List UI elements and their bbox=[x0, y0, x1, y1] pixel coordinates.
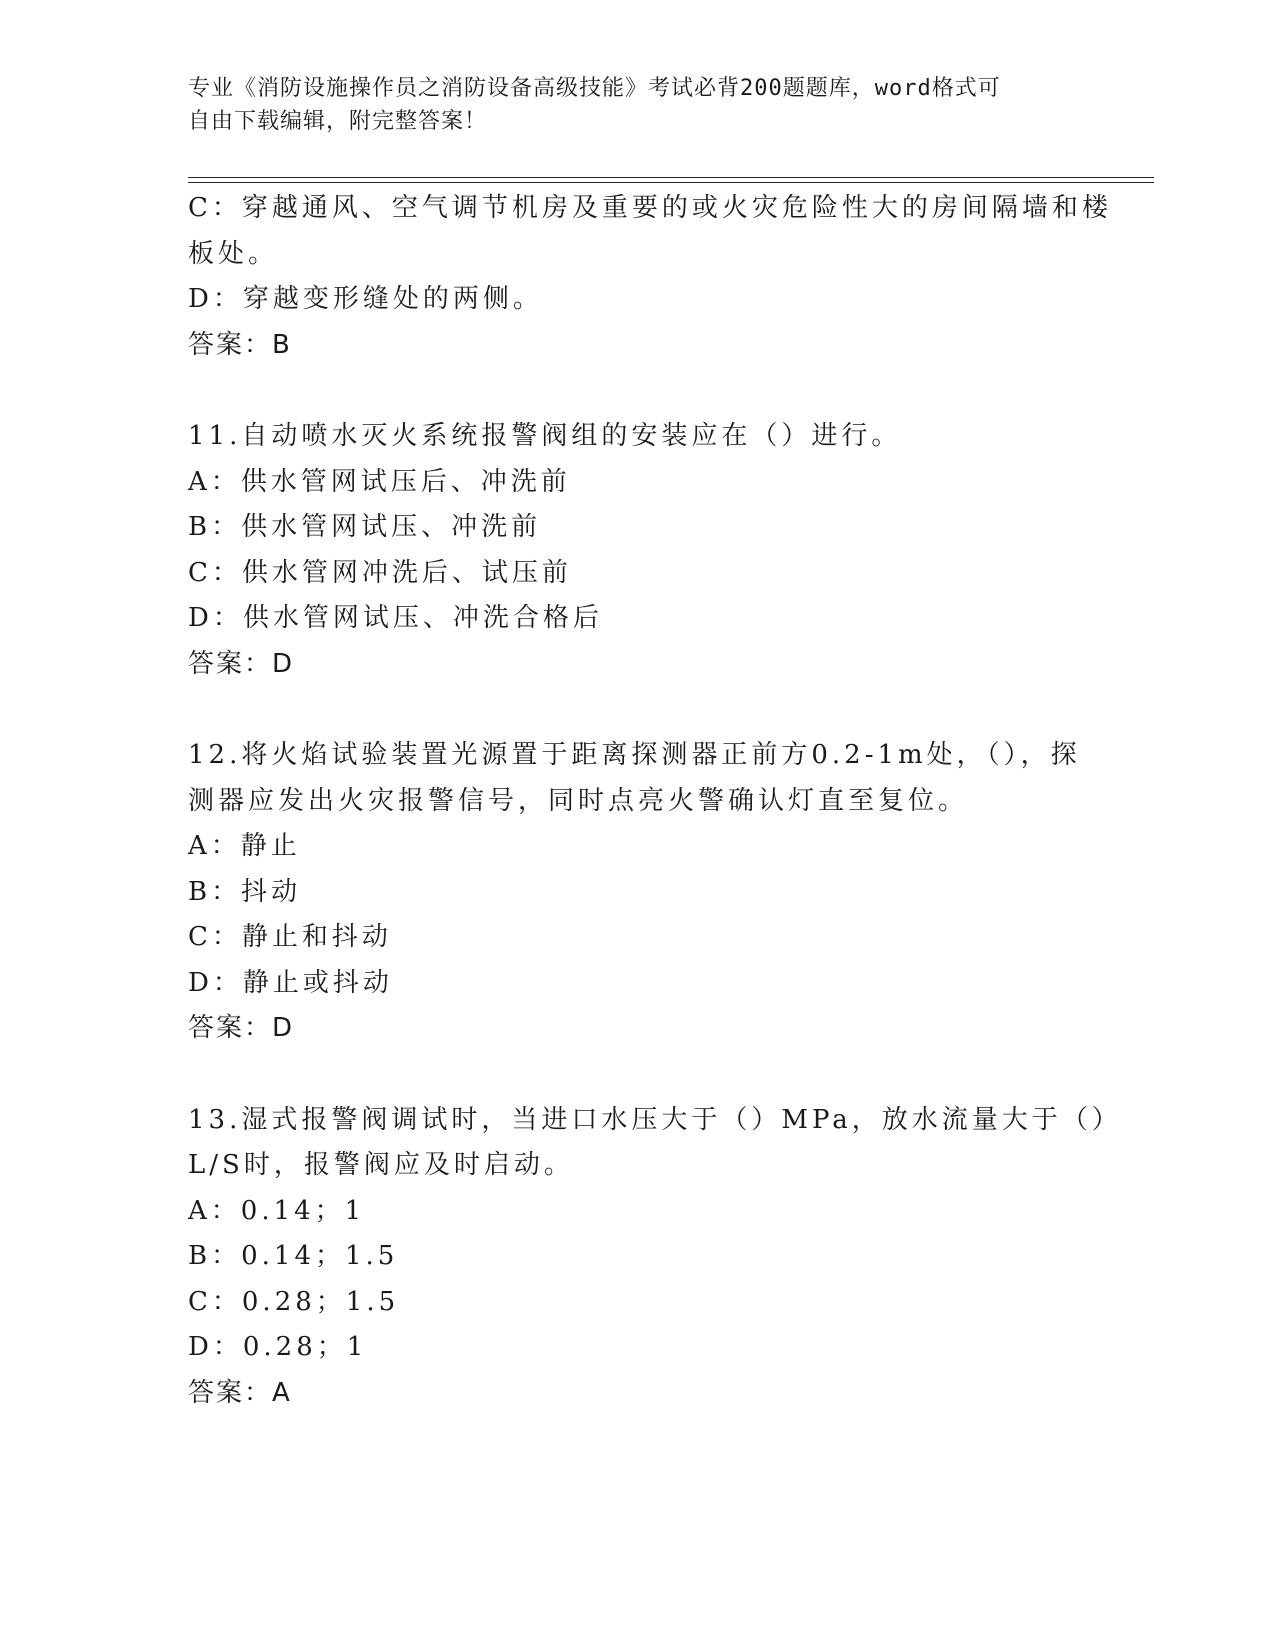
option-c-line-2: 板处。 bbox=[188, 238, 279, 269]
option-a: A：静止 bbox=[188, 831, 301, 861]
spacer bbox=[188, 368, 1088, 414]
option-d: D：0.28；1 bbox=[188, 1332, 368, 1362]
option-c: C：供水管网冲洗后、试压前 bbox=[188, 557, 572, 588]
question-13 bbox=[188, 1098, 1122, 1417]
option-c: C：0.28；1.5 bbox=[188, 1286, 400, 1317]
header-line-1: 专业《消防设施操作员之消防设备高级技能》考试必背200题题库，word格式可 bbox=[188, 76, 1001, 101]
answer: 答案：A bbox=[188, 1377, 292, 1408]
question-12 bbox=[188, 733, 1088, 1052]
question-11 bbox=[188, 414, 1088, 687]
header-divider-bottom bbox=[188, 182, 1154, 183]
header-line-2: 自由下载编辑，附完整答案！ bbox=[188, 109, 488, 134]
question-fragment bbox=[188, 186, 1112, 368]
question-stem-line-1: 12.将火焰试验装置光源置于距离探测器正前方0.2-1m处，（），探 bbox=[188, 740, 1081, 770]
question-stem-line-2: 测器应发出火灾报警信号，同时点亮火警确认灯直至复位。 bbox=[188, 785, 969, 816]
spacer bbox=[188, 1052, 1088, 1098]
spacer bbox=[188, 687, 1088, 733]
header-divider-top bbox=[188, 177, 1154, 178]
option-b: B：0.14；1.5 bbox=[188, 1241, 399, 1271]
question-stem-line-1: 13.湿式报警阀调试时，当进口水压大于（）MPa，放水流量大于（） bbox=[188, 1104, 1122, 1135]
document-header bbox=[188, 72, 1068, 138]
option-c-line-1: C：穿越通风、空气调节机房及重要的或火灾危险性大的房间隔墙和楼 bbox=[188, 193, 1112, 223]
option-b: B：抖动 bbox=[188, 876, 302, 907]
option-d: D：穿越变形缝处的两侧。 bbox=[188, 284, 543, 314]
answer: 答案：D bbox=[188, 648, 295, 679]
option-d: D：静止或抖动 bbox=[188, 967, 393, 998]
question-content bbox=[188, 186, 1122, 1416]
question-stem: 11.自动喷水灭火系统报警阀组的安装应在（）进行。 bbox=[188, 421, 902, 451]
option-a: A：0.14；1 bbox=[188, 1195, 366, 1226]
option-d: D：供水管网试压、冲洗合格后 bbox=[188, 603, 603, 633]
option-a: A：供水管网试压后、冲洗前 bbox=[188, 466, 571, 497]
question-stem-line-2: L/S时，报警阀应及时启动。 bbox=[188, 1150, 574, 1180]
answer: 答案：D bbox=[188, 1013, 295, 1043]
option-c: C：静止和抖动 bbox=[188, 922, 392, 952]
option-b: B：供水管网试压、冲洗前 bbox=[188, 512, 542, 542]
answer: 答案：B bbox=[188, 329, 292, 360]
